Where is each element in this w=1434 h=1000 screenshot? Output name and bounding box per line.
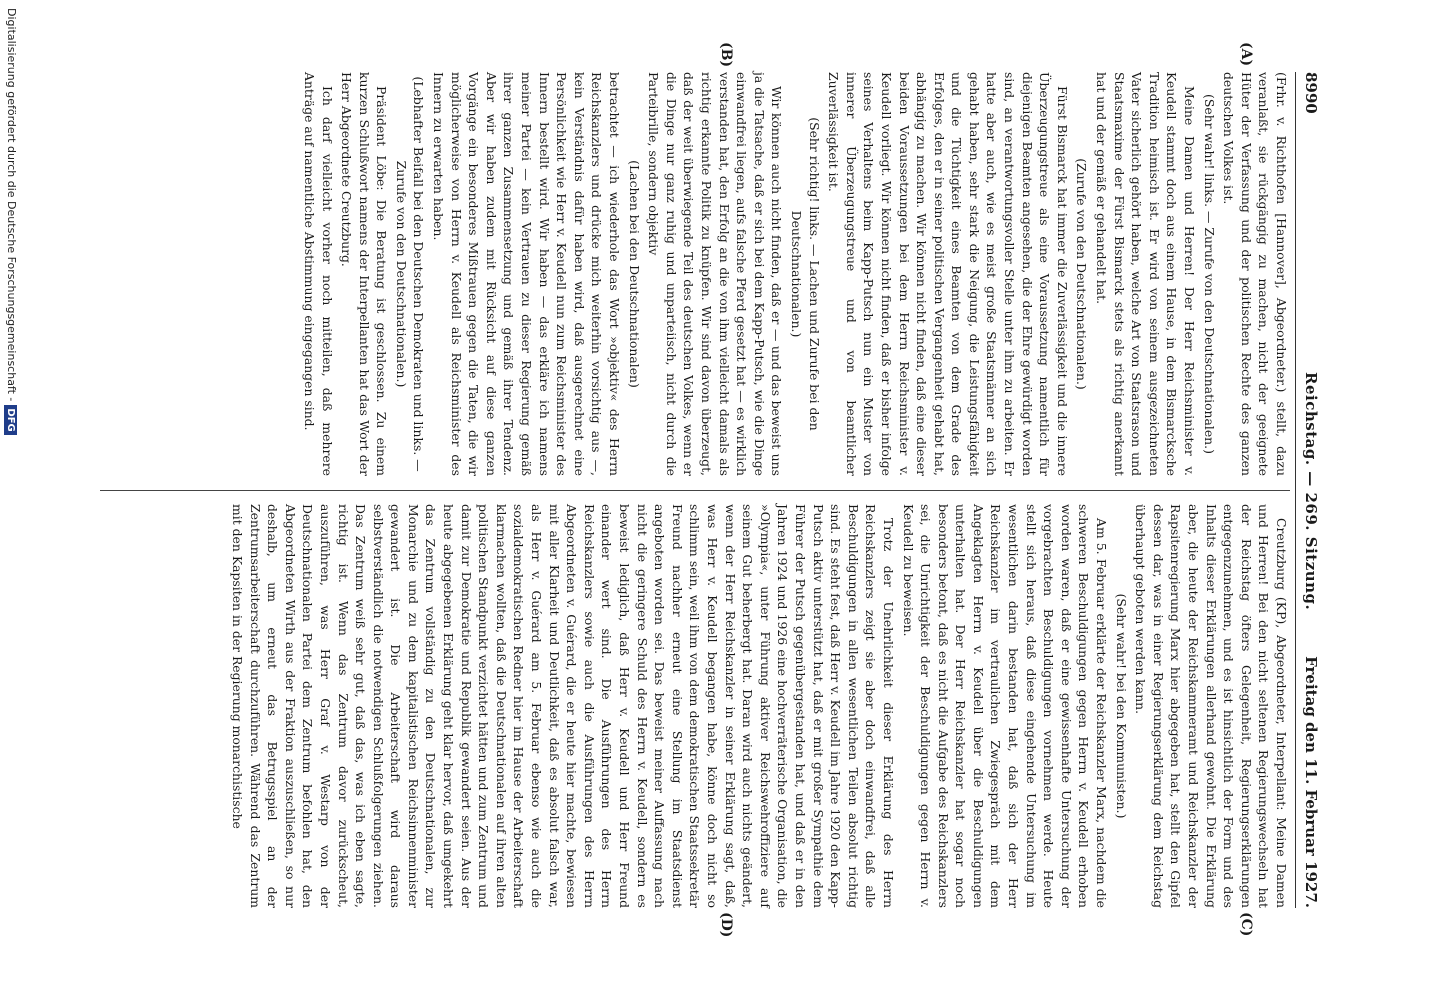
paragraph: Trotz der Unehrlichkeit dieser Erklärung des Herrn Reichskanzlers zeigt sie aber doch einwandfrei, daß alle Beschuldigungen in allen wesentlichen Teilen absolut richtig sind. Es steht fest, daß Herr v. Keudell im Jahre 1920 den Kapp-Putsch aktiv unterstützt hat, daß er mit großer Sympathie dem Führer der Putsch gegenübergestanden hat, und daß er in den Jahren 1924 und 1926 eine hochverräterische Organisation, die »Olympia«, unter Führung aktiver Reichswehroffiziere auf seinem Gut beherbergt hat. Daran wird auch nichts geändert, wenn der Herr Reichskanzler in seiner Erklärung sagt, daß, was Herr v. Keudell begangen habe, könne doch nicht so schlimm sein, weil ihm von dem demokratischen Staatssekretär Freund nachher erneut eine Stellung im Staatsdienst angeboten worden sei. Das beweist meiner Auffassung nach nicht die geringere Schuld des Herrn v. Keudell, sondern es beweist lediglich, daß Herr v. Keudell und Herr Freund einander wert sind. Die Ausführungen des Herrn Reichskanzlers sowie auch die Ausführungen des Herrn Abgeordneten v. Guérard, die er heute hier machte, bewiesen mit aller Klarheit und Deutlichkeit, daß es absolut falsch war, als Herr v. Guérard am 5. Februar ebenso wie auch die sozialdemokratischen Redner hier im Hause der Arbeiterschaft klarmachen wollten, daß die Deutschnationalen auf ihren alten politischen Standpunkt verzichtet hätten und zum Zentrum und damit zur Demokratie und Republik gewandert seien. Aus der heute abgegebenen Erklärung geht klar hervor, daß umgekehrt das Zentrum vollständig zu den Deutschnationalen, zur Monarchie und zu dem kapitalistischen Reichsinnenminister gewandert ist. Die Arbeiterschaft wird daraus selbstverständlich die notwendigen Schlußfolgerungen ziehen. Das Zentrum weiß sehr gut, daß das, was ich eben sagte, richtig ist. Wenn das Zentrum davor zurückscheut, auszuführen, was Herr Graf v. Westarp von der Deutschnationalen Partei dem Zentrum befohlen hat, den Abgeordneten Wirth aus der Fraktion auszuschließen, so nur deshalb, um erneut das Betrugsspiel an der Zentrumsarbeiterschaft durchzuführen. Während das Zentrum mit den Kapsiten in der Regierung monarchistische xyxy=(229,504,896,908)
paragraph: Ich darf vielleicht vorher noch mitteilen, daß mehrere Anträge auf namentliche Abstimmung eingegangen sind. xyxy=(301,72,335,476)
paragraph: Am 5. Februar erklärte der Reichskanzler Marx, nachdem die schweren Beschuldigungen gegen Herrn v. Keudell erhoben worden waren, daß er eine gewissenhafte Untersuchung der vorgebrachten Beschuldigungen vornehmen werde. Heute stellt sich heraus, daß diese eingehende Untersuchung im wesentlichen darin bestanden hat, daß sich der Herr Reichskanzler im vertraulichen Zwiegespräch mit dem Angeklagten Herrn v. Keudell über die Beschuldigungen unterhalten hat. Der Herr Reichskanzler hat sogar noch besonders betont, daß es nicht die Aufgabe des Reichskanzlers sei, die Unrichtigkeit der Beschuldigungen gegen Herrn v. Keudell zu beweisen. xyxy=(900,504,1110,908)
column-divider xyxy=(100,490,1290,491)
margin-marker-a: (A) xyxy=(1238,42,1254,67)
interjection: (Sehr wahr! links. — Zurufe von den Deutschnationalen.) xyxy=(1201,94,1217,454)
header-rule xyxy=(1295,72,1296,908)
page-number: 8990 xyxy=(1302,72,1320,114)
page-header xyxy=(1298,72,1324,908)
paragraph: (Frhr. v. Richthofen [Hannover], Abgeordneter.) stellt, dazu veranlaßt, sie rückgängig zu machen, nicht der geeignete Hüter der Verfassung und der politischen Rechte des ganzen deutschen Volkes ist. xyxy=(1221,72,1289,476)
interjection: (Lebhafter Beifall bei den Deutschen Demokraten und links. — Zurufe von den Deutschnationalen.) xyxy=(393,76,427,472)
interjection: (Lachen bei den Deutschnationalen) xyxy=(626,160,642,388)
margin-marker-c: (C) xyxy=(1238,912,1254,937)
paragraph: betrachtet — ich wiederhole das Wort »objektiv« des Herrn Reichskanzlers und drücke mich weiterhin vorsichtig aus —, kein Verständnis dafür haben wird, daß ausgerechnet eine Persönlichkeit wie Herr v. Keudell nun zum Reichsminister des Innern bestellt wird. Wir haben — das erkläre ich namens meiner Partei — kein Vertrauen zu dieser Regierung gemäß ihrer ganzen Zusammensetzung und gemäß ihrer Tendenz. Aber wir haben zudem mit Rücksicht auf diese ganzen Vorgänge ein besonderes Mißtrauen gegen die Taten, die wir möglicherweise von Herrn v. Keudell als Reichsminister des Innern zu erwarten haben. xyxy=(431,72,623,476)
margin-marker-b: (B) xyxy=(718,42,734,68)
paragraph: Wir können auch nicht finden, daß er — und das beweist uns ja die Tatsache, daß er sich bei dem Kapp-Putsch, wie die Dinge einwandfrei liegen, aufs falsche Pferd gesetzt hat — es wirklich verstanden hat, den Erfolg an die von ihm vielleicht damals als richtig erkannte Politik zu knüpfen. Wir sind davon überzeugt, daß der weit überwiegende Teil des deutschen Volkes, wenn er die Dinge nur ganz ruhig und unparteiisch, nicht durch die Parteibrille, sondern objektiv xyxy=(646,72,785,476)
interjection: (Sehr richtig! links. — Lachen und Zurufe bei den Deutschnationalen.) xyxy=(788,117,822,431)
page-date: Freitag den 11. Februar 1927. xyxy=(1302,656,1320,908)
page-title: Reichstag. — 269. Sitzung. xyxy=(1302,372,1320,611)
dfg-logo: DFG xyxy=(4,405,17,434)
paragraph: Meine Damen und Herren! Der Herr Reichsminister v. Keudell stammt doch aus einem Hause, in dem Bismarcksche Tradition heimisch ist. Er wird von seinem ausgezeichneten Vater sicherlich gehört haben, welche Art von Staatsrason und Staatsmaxime der Fürst Bismarck stets als richtig anerkannt hat und der gemäß er gehandelt hat. xyxy=(1094,72,1198,476)
speaker-paragraph: Creutzburg (KP), Abgeordneter, Interpellant: Meine Damen und Herren! Bei den nicht seltenen Regierungswechseln hat der Reichstag öfters Gelegenheit, Regierungserklärungen entgegenzunehmen, und es ist hinsichtlich der Form und des Inhalts dieser Erklärungen allerhand gewohnt. Die Erklärung aber, die heute der Reichskammeramt und Reichskanzler der Rapsitenregierung Marx hier abgegeben hat, stellt den Gipfel dessen dar, was in einer Regierungserklärung dem Reichstag überhaupt geboten werden kann. xyxy=(1133,504,1289,908)
paragraph: Fürst Bismarck hat immer die Zuverlässigkeit und die innere Überzeugungstreue als eine Voraussetzung namentlich für diejenigen Beamten angesehen, die der Ehre gewürdigt worden sind, an verantwortungsvoller Stelle unter ihm zu arbeiten. Er hatte aber auch, wie es meist große Staatsmänner an sich gehabt haben, sehr stark die Neigung, die Leistungsfähigkeit und die Tüchtigkeit eines Beamten von dem Grade des Erfolges, den er in seiner politischen Vergangenheit gehabt hat, abhängig zu machen. Wir können nicht finden, daß eine dieser beiden Voraussetzungen bei dem Herrn Reichsminister v. Keudell vorliegt. Wir können nicht finden, daß er bisher infolge seines Verhaltens beim Kapp-Putsch nun ein Muster von innerer Überzeugungstreue und von beamtlicher Zuverlässigkeit ist. xyxy=(826,72,1070,476)
footer-text: Digitalisierung gefördert durch die Deutsche Forschungsgemeinschaft - xyxy=(5,8,18,402)
right-column xyxy=(100,504,1290,908)
speaker-paragraph: Präsident Löbe: Die Beratung ist geschlossen. Zu einem kurzen Schlußwort namens der Interpellanten hat das Wort der Herr Abgeordnete Creutzburg. xyxy=(339,72,390,476)
left-column xyxy=(100,72,1290,476)
page-content xyxy=(94,42,1324,938)
interjection: (Zurufe von den Deutschnationalen.) xyxy=(1074,158,1090,390)
margin-marker-d: (D) xyxy=(718,912,734,938)
interjection: (Sehr wahr! bei den Kommunisten.) xyxy=(1113,593,1129,819)
digitization-footer xyxy=(4,0,18,1000)
